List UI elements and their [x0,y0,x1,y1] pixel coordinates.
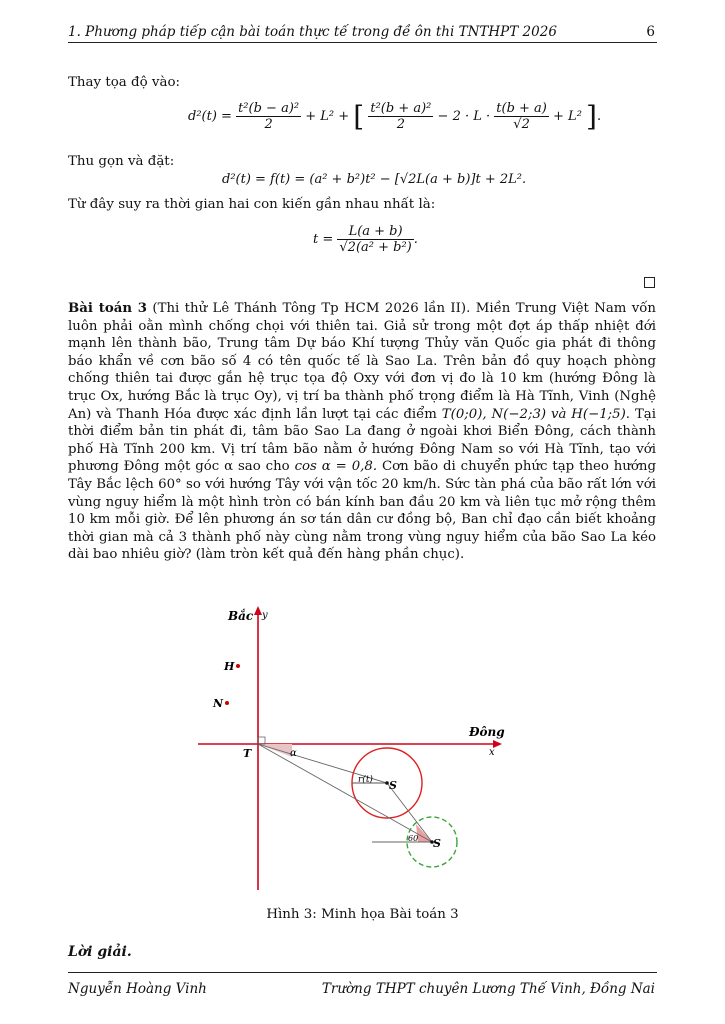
x-label: x [489,747,495,758]
problem-3 [68,300,656,564]
label-r-t: r(t) [358,775,373,785]
y-label: y [262,610,268,621]
eq1-frac3: $\frac{t(b + a)}{√2}$ [496,101,547,132]
label-alpha: α [290,748,297,759]
label-S-initial: S [433,837,441,850]
eq1-mid: − 2 · L · [437,109,491,124]
y-axis-arrow [254,606,262,615]
substitute-text: Thay tọa độ vào: [68,75,181,90]
segment-TS [258,744,432,842]
problem-cos: cos α = 0,8. [294,459,378,475]
equation-1: d²(t) = $\frac{\text{t²(b − a)²}}{2}$ + L² + [ $\frac{\text{t²(b + a)²}}{2}$ − 2 · L · $\frac{t(b + a)}{√2}$ + L² ]. [188,100,602,133]
eq3-frac: $\frac{L(a + b)}{\text{√2(a² + b²)}}$ [339,224,412,255]
problem-points: T(0;0), N(−2;3) và H(−1;5). [441,406,631,422]
storm-diagram [190,598,510,898]
label-N: N [213,697,224,710]
page-header [68,22,657,43]
eq1-frac2: $\frac{\text{t²(b + a)²}}{2}$ [370,101,432,132]
eq1-tail: + L² [553,109,582,124]
header-title: 1. Phương pháp tiếp cận bài toán thực tế trong đề ôn thi TNTHPT 2026 [68,24,557,40]
label-S-moving: S [389,779,397,792]
eq1-plus: + L² + [305,109,350,124]
problem-label: Bài toán 3 [68,301,148,316]
conclude-text: Từ đây suy ra thời gian hai con kiến gần nhau nhất là: [68,197,436,212]
figure-caption: Hình 3: Minh họa Bài toán 3 [266,907,459,922]
footer-school: Trường THPT chuyên Lương Thế Vinh, Đồng Nai [321,981,655,997]
footer-author: Nguyễn Hoàng Vinh [68,981,207,997]
label-H: H [224,660,235,673]
equation-3: t = $\frac{L(a + b)}{\text{√2(a² + b²)}}$ . [313,224,418,255]
solution-label: Lời giải. [68,944,132,960]
right-angle-mark [258,737,265,744]
north-label: Bắc [228,609,254,623]
problem-text-2: Tại thời điểm bản tin phát đi, tâm bão Sao La đang ở ngoài khơi Biển Đông, cách thành phố Hà Tĩnh 200 km. Vị trí tâm bão nằm ở hướng Đông Nam so với Hà Tĩnh, tạo với phương Đông một góc α sao cho [68,406,656,475]
problem-source: (Thi thử Lê Thánh Tông Tp HCM 2026 lần II). [152,301,471,316]
page-number: 6 [646,24,655,40]
footer-divider [68,972,657,973]
eq1-lhs: d²(t) = [188,109,232,124]
point-H [236,664,240,668]
problem-text-1: Miền Trung Việt Nam vốn luôn phải oằn mình chống chọi với thiên tai. Giả sử trong một đợt áp thấp nhiệt đới mạnh lên thành bão, Trung tâm Dự báo Khí tượng Thủy văn Quốc gia phát đi thông báo khẩn về cơn bão số 4 có tên quốc tế là Sao La. Trên bản đồ quy hoạch phòng chống thiên tai được gắn hệ trục tọa độ Oxy với đơn vị đo là 10 km (hướng Đông là trục Ox, hướng Bắc là trục Oy), vị trí ba thành phố trọng điểm là Hà Tĩnh, Vinh (Nghệ An) và Thanh Hóa được xác định lần lượt tại các điểm [68,301,656,422]
point-N [225,701,229,705]
simplify-text: Thu gọn và đặt: [68,154,175,169]
label-T: T [243,747,252,760]
eq1-frac1: $\frac{\text{t²(b − a)²}}{2}$ [238,101,300,132]
east-label: Đông [469,725,505,739]
problem-text-3: Cơn bão di chuyển phức tạp theo hướng Tây Bắc lệch 60° so với hướng Tây với vận tốc 20 km/h. Sức tàn phá của bão rất lớn với vùng nguy hiểm là một hình tròn có bán kính ban đầu 20 km và liên tục mở rộng thêm 10 km mỗi giờ. Để lên phương án sơ tán dân cư đồng bộ, Ban chỉ đạo cần biết khoảng thời gian mà cả 3 thành phố này cùng nằm trong vùng nguy hiểm của bão Sao La kéo dài bao nhiêu giờ? (làm tròn kết quả đến hàng phần chục). [68,459,656,563]
equation-2: d²(t) = f(t) = (a² + b²)t² − [√2L(a + b)]t + 2L². [222,172,527,187]
label-60: 60 [408,834,419,843]
qed-square [644,277,655,288]
